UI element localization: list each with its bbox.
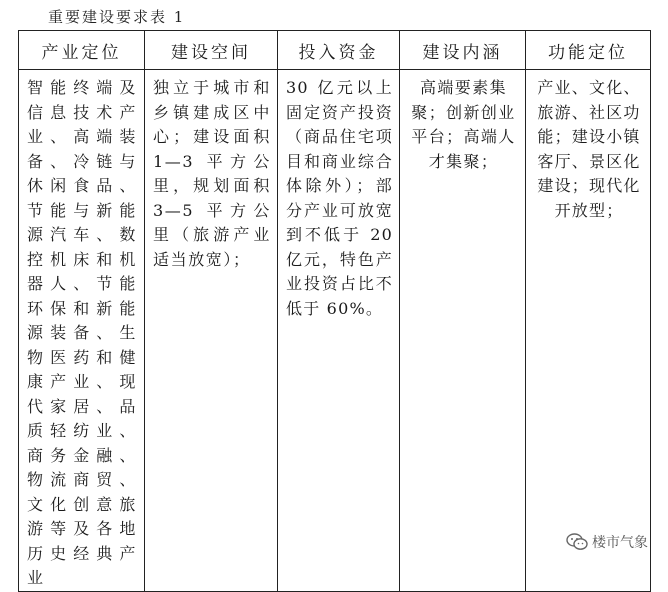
cell-function-positioning — [526, 70, 651, 592]
header-investment: 投入资金 — [278, 31, 400, 70]
requirements-table — [18, 30, 651, 592]
header-construction-content: 建设内涵 — [400, 31, 526, 70]
cell-text: 独立于城市和乡镇建成区中心；建设面积 1—3 平方公里，规划面积 3—5 平方公里（旅游产业适当放宽）； — [153, 78, 271, 269]
wechat-logo-icon — [566, 533, 588, 551]
table-caption: 重要建设要求表 1 — [48, 8, 186, 26]
cell-construction-content — [400, 70, 526, 592]
table-row — [19, 70, 651, 592]
cell-construction-space — [145, 70, 278, 592]
table-header-row — [19, 31, 651, 70]
header-industry-positioning: 产业定位 — [19, 31, 145, 70]
cell-text: 智能终端及信息技术产业、高端装备、冷链与休闲食品、节能与新能源汽车、数控机床和机器人、节能环保和新能源装备、生物医药和健康产业、现代家居、品质轻纺业、商务金融、物流商贸、文化创意旅游等及各地历史经典产业 — [27, 78, 138, 587]
watermark-text: 楼市气象 — [592, 535, 648, 551]
header-construction-space: 建设空间 — [145, 31, 278, 70]
header-function-positioning: 功能定位 — [526, 31, 651, 70]
cell-industry-positioning — [19, 70, 145, 592]
cell-text: 30 亿元以上固定资产投资（商品住宅项目和商业综合体除外）；部分产业可放宽到不低于 20 亿元，特色产业投资占比不低于 60%。 — [286, 78, 393, 318]
cell-investment — [278, 70, 400, 592]
cell-text: 产业、文化、旅游、社区功能；建设小镇客厅、景区化建设；现代化开放型； — [537, 78, 641, 220]
cell-text: 高端要素集聚；创新创业平台；高端人才集聚； — [411, 78, 516, 171]
watermark — [566, 532, 648, 552]
